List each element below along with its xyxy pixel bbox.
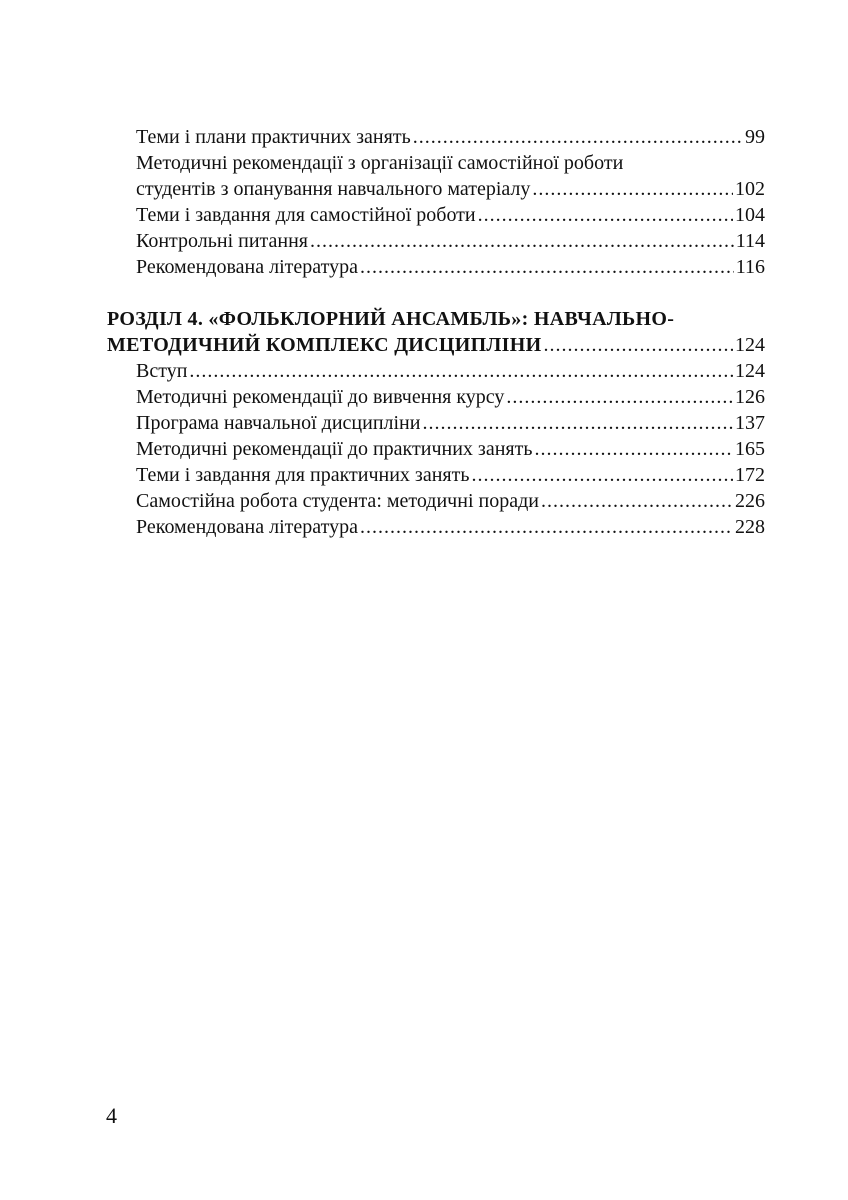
toc-entry-page: 124 xyxy=(735,360,765,382)
toc-entry-title: Контрольні питання xyxy=(136,230,309,252)
toc-entry[interactable] xyxy=(107,254,765,280)
toc-entry-page: 137 xyxy=(735,412,765,434)
toc-leader-dots xyxy=(360,514,733,540)
toc-leader-dots xyxy=(532,176,733,202)
toc-entry-title: Методичні рекомендації до практичних занять xyxy=(136,438,533,460)
toc-entry-title: Програма навчальної дисципліни xyxy=(136,412,421,434)
toc-entry[interactable] xyxy=(107,436,765,462)
toc-leader-dots xyxy=(310,228,734,254)
toc-entry-page: 104 xyxy=(735,204,765,226)
toc-entry-title: Теми і плани практичних занять xyxy=(136,126,411,148)
toc-leader-dots xyxy=(534,436,733,462)
toc-entry[interactable] xyxy=(107,228,765,254)
toc-entry-title: студентів з опанування навчального матеріалу xyxy=(136,178,531,200)
toc-entry-page: 172 xyxy=(735,464,765,486)
table-of-contents xyxy=(107,124,765,540)
section-heading-entry[interactable] xyxy=(107,332,765,358)
toc-entry-page: 116 xyxy=(735,256,765,278)
toc-entry-page: 102 xyxy=(735,178,765,200)
section-spacer xyxy=(107,280,765,306)
toc-entry-title: Теми і завдання для практичних занять xyxy=(136,464,470,486)
toc-entry[interactable] xyxy=(107,488,765,514)
toc-leader-dots xyxy=(543,332,733,358)
toc-entry[interactable] xyxy=(107,410,765,436)
page-number: 4 xyxy=(106,1103,117,1128)
toc-leader-dots xyxy=(422,410,733,436)
toc-entry-page: 226 xyxy=(735,490,765,512)
section-heading-page: 124 xyxy=(735,334,765,356)
toc-leader-dots xyxy=(541,488,733,514)
toc-entry-title: Вступ xyxy=(136,360,188,382)
section-heading-title: МЕТОДИЧНИЙ КОМПЛЕКС ДИСЦИПЛІНИ xyxy=(107,334,542,356)
toc-entry[interactable] xyxy=(107,176,765,202)
toc-entry-page: 114 xyxy=(735,230,765,252)
toc-leader-dots xyxy=(478,202,733,228)
toc-leader-dots xyxy=(506,384,733,410)
toc-entry-page: 165 xyxy=(735,438,765,460)
toc-entry-page: 228 xyxy=(735,516,765,538)
toc-entry[interactable] xyxy=(107,514,765,540)
toc-leader-dots xyxy=(360,254,734,280)
toc-entry[interactable] xyxy=(107,202,765,228)
toc-entry-title: Рекомендована література xyxy=(136,516,358,538)
toc-entry[interactable] xyxy=(107,124,765,150)
toc-leader-dots xyxy=(471,462,733,488)
toc-entry[interactable] xyxy=(107,358,765,384)
section-heading[interactable]: РОЗДІЛ 4. «ФОЛЬКЛОРНИЙ АНСАМБЛЬ»: НАВЧАЛЬНО- xyxy=(107,308,675,330)
toc-entry-title: Рекомендована література xyxy=(136,256,358,278)
toc-entry-page: 99 xyxy=(745,126,765,148)
toc-entry-page: 126 xyxy=(735,386,765,408)
toc-entry-title-line[interactable]: Методичні рекомендації з організації самостійної роботи xyxy=(136,152,624,174)
toc-entry[interactable] xyxy=(107,384,765,410)
toc-leader-dots xyxy=(189,358,733,384)
toc-entry-title: Самостійна робота студента: методичні поради xyxy=(136,490,539,512)
toc-leader-dots xyxy=(413,124,743,150)
toc-entry-title: Теми і завдання для самостійної роботи xyxy=(136,204,476,226)
toc-entry[interactable] xyxy=(107,462,765,488)
toc-entry-title: Методичні рекомендації до вивчення курсу xyxy=(136,386,505,408)
